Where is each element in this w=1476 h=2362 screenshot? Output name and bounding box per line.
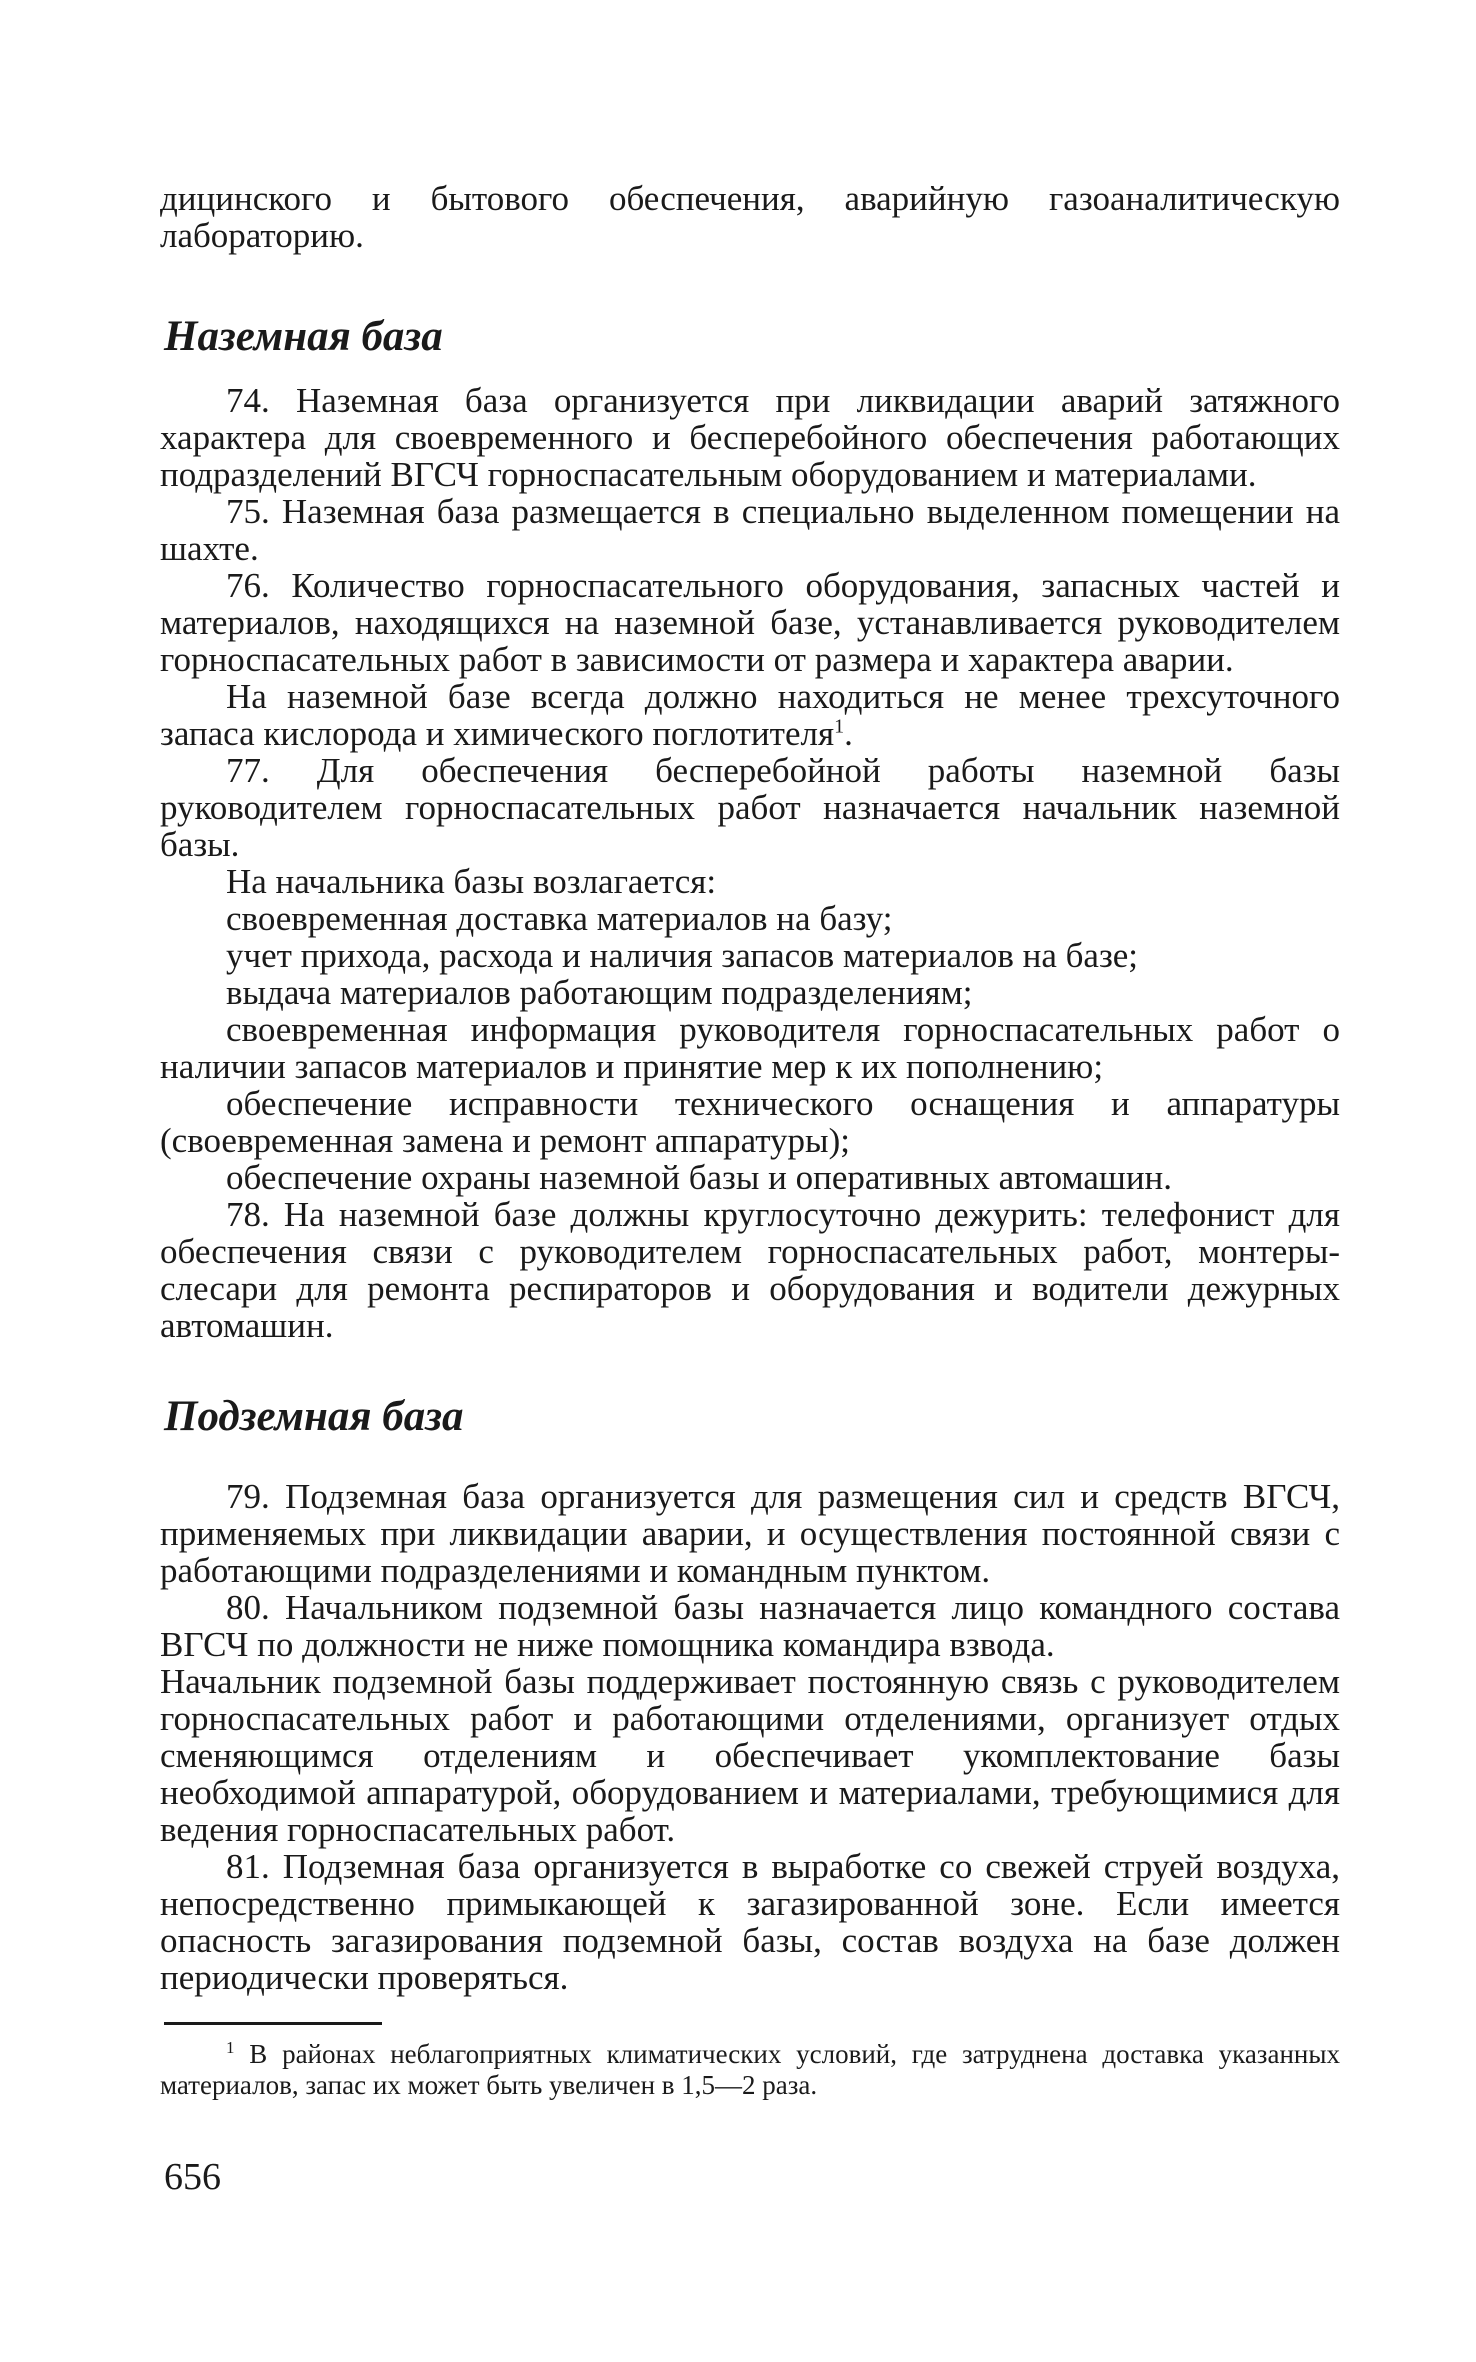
duty-item: выдача материалов работающим подразделениям; [226,973,973,1012]
footnote-reference: 1 [834,715,845,738]
paragraph-81: 81. Подземная база организуется в выработке со свежей струей воздуха, непосредственно примыкающей к загазированной зоне. Если имеется опасность загазирования подземной базы, состав воздуха на базе должен периодически проверяться. [160,1847,1340,1997]
intro-paragraph: дицинского и бытового обеспечения, аварийную газоаналитическую лабораторию. [160,179,1340,255]
paragraph-80-continued: Начальник подземной базы поддерживает постоянную связь с руководителем горноспасательных работ и работающими отделениями, организует отдых сменяющимся отделениям и обеспечивает укомплектование базы необходимой аппаратурой, оборудованием и материалами, требующимися для ведения горноспасательных работ. [160,1662,1340,1849]
duty-item: обеспечение охраны наземной базы и оперативных автомашин. [226,1158,1173,1197]
duty-item: учет прихода, расхода и наличия запасов материалов на базе; [226,936,1139,975]
paragraph-79: 79. Подземная база организуется для размещения сил и средств ВГСЧ, применяемых при ликвидации аварии, и осуществления постоянной связи с работающими подразделениями и командным пунктом. [160,1477,1340,1590]
oxygen-supply-end: . [844,714,853,753]
duties-intro: На начальника базы возлагается: [226,862,717,901]
footnote-mark: 1 [226,2038,235,2057]
duty-item: обеспечение исправности технического оснащения и аппаратуры (своевременная замена и ремонт аппаратуры); [160,1084,1340,1160]
footnote [160,2039,1340,2101]
paragraph-77: 77. Для обеспечения бесперебойной работы наземной базы руководителем горноспасательных работ назначается начальник наземной базы. [160,751,1340,864]
paragraph-oxygen-supply [160,678,1340,752]
page-number: 656 [164,2156,221,2198]
paragraph-75: 75. Наземная база размещается в специально выделенном помещении на шахте. [160,492,1340,568]
section-heading-surface-base: Наземная база [164,313,443,360]
duty-item: своевременная доставка материалов на базу; [226,899,893,938]
footnote-text: В районах неблагоприятных климатических условий, где затруднена доставка указанных материалов, запас их может быть увеличен в 1,5—2 раза. [160,2039,1340,2100]
document-page [160,180,1340,2197]
paragraph-76: 76. Количество горноспасательного оборудования, запасных частей и материалов, находящихся на наземной базе, устанавливается руководителем горноспасательных работ в зависимости от размера и характера аварии. [160,566,1340,679]
oxygen-supply-text: На наземной базе всегда должно находиться не менее трехсуточного запаса кислорода и химического поглотителя [160,677,1340,753]
duty-item: своевременная информация руководителя горноспасательных работ о наличии запасов материалов и принятие мер к их пополнению; [160,1010,1340,1086]
section-heading-underground-base: Подземная база [164,1393,464,1440]
footnote-divider [164,2022,382,2025]
paragraph-80: 80. Начальником подземной базы назначается лицо командного состава ВГСЧ по должности не ниже помощника командира взвода. [160,1588,1340,1664]
paragraph-74: 74. Наземная база организуется при ликвидации аварий затяжного характера для своевременного и бесперебойного обеспечения работающих подразделений ВГСЧ горноспасательным оборудованием и материалами. [160,381,1340,494]
paragraph-78: 78. На наземной базе должны круглосуточно дежурить: телефонист для обеспечения связи с руководителем горноспасательных работ, монтеры-слесари для ремонта респираторов и оборудования и водители дежурных автомашин. [160,1195,1340,1345]
